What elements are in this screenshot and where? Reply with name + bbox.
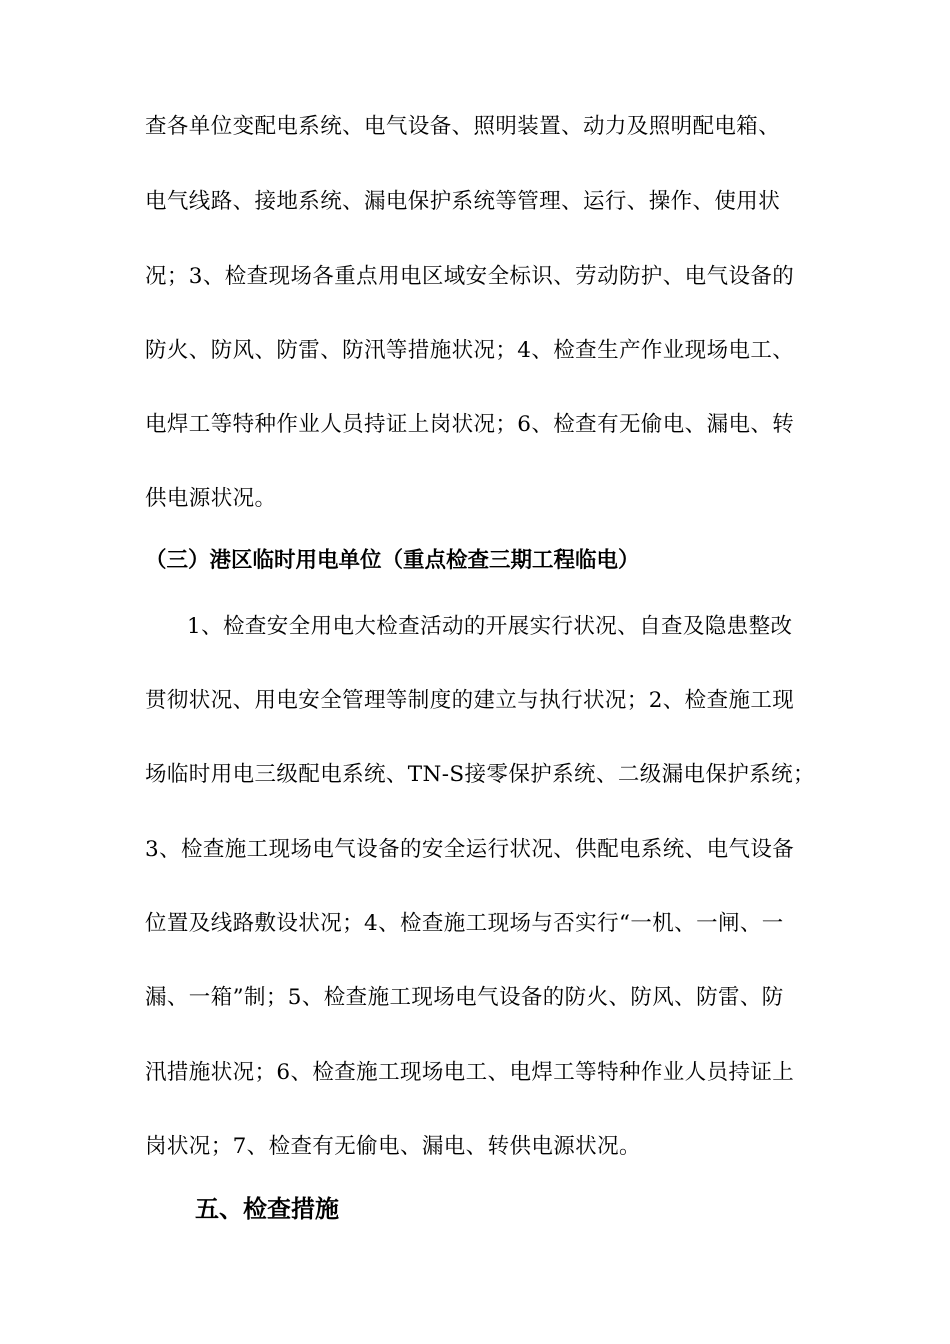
paragraph-2-line-3: 场临时用电三级配电系统、TN-S接零保护系统、二级漏电保护系统； xyxy=(145,762,815,787)
paragraph-1-line-6: 供电源状况。 xyxy=(145,486,277,511)
paragraph-2-line-4: 3、检查施工现场电气设备的安全运行状况、供配电系统、电气设备 xyxy=(145,837,795,862)
paragraph-2-line-6: 漏、一箱”制；5、检查施工现场电气设备的防火、防风、防雷、防 xyxy=(145,985,784,1010)
paragraph-2-line-5: 位置及线路敷设状况；4、检查施工现场与否实行“一机、一闸、一 xyxy=(145,911,784,936)
subheading-temporary-power-units: （三）港区临时用电单位（重点检查三期工程临电） xyxy=(145,548,640,573)
paragraph-1-line-3: 况；3、检查现场各重点用电区域安全标识、劳动防护、电气设备的 xyxy=(145,264,795,289)
paragraph-2-line-1: 1、检查安全用电大检查活动的开展实行状况、自查及隐患整改 xyxy=(187,614,793,639)
paragraph-1-line-5: 电焊工等特种作业人员持证上岗状况；6、检查有无偷电、漏电、转 xyxy=(145,412,795,437)
paragraph-1-line-4: 防火、防风、防雷、防汛等措施状况；4、检查生产作业现场电工、 xyxy=(145,338,795,363)
paragraph-2-line-2: 贯彻状况、用电安全管理等制度的建立与执行状况；2、检查施工现 xyxy=(145,688,795,713)
section-title-inspection-measures: 五、检查措施 xyxy=(195,1195,339,1223)
paragraph-1-line-2: 电气线路、接地系统、漏电保护系统等管理、运行、操作、使用状 xyxy=(145,189,781,214)
paragraph-2-line-7: 汛措施状况；6、检查施工现场电工、电焊工等特种作业人员持证上 xyxy=(145,1060,795,1085)
paragraph-1-line-1: 查各单位变配电系统、电气设备、照明装置、动力及照明配电箱、 xyxy=(145,114,781,139)
paragraph-2-line-8: 岗状况；7、检查有无偷电、漏电、转供电源状况。 xyxy=(145,1134,641,1159)
